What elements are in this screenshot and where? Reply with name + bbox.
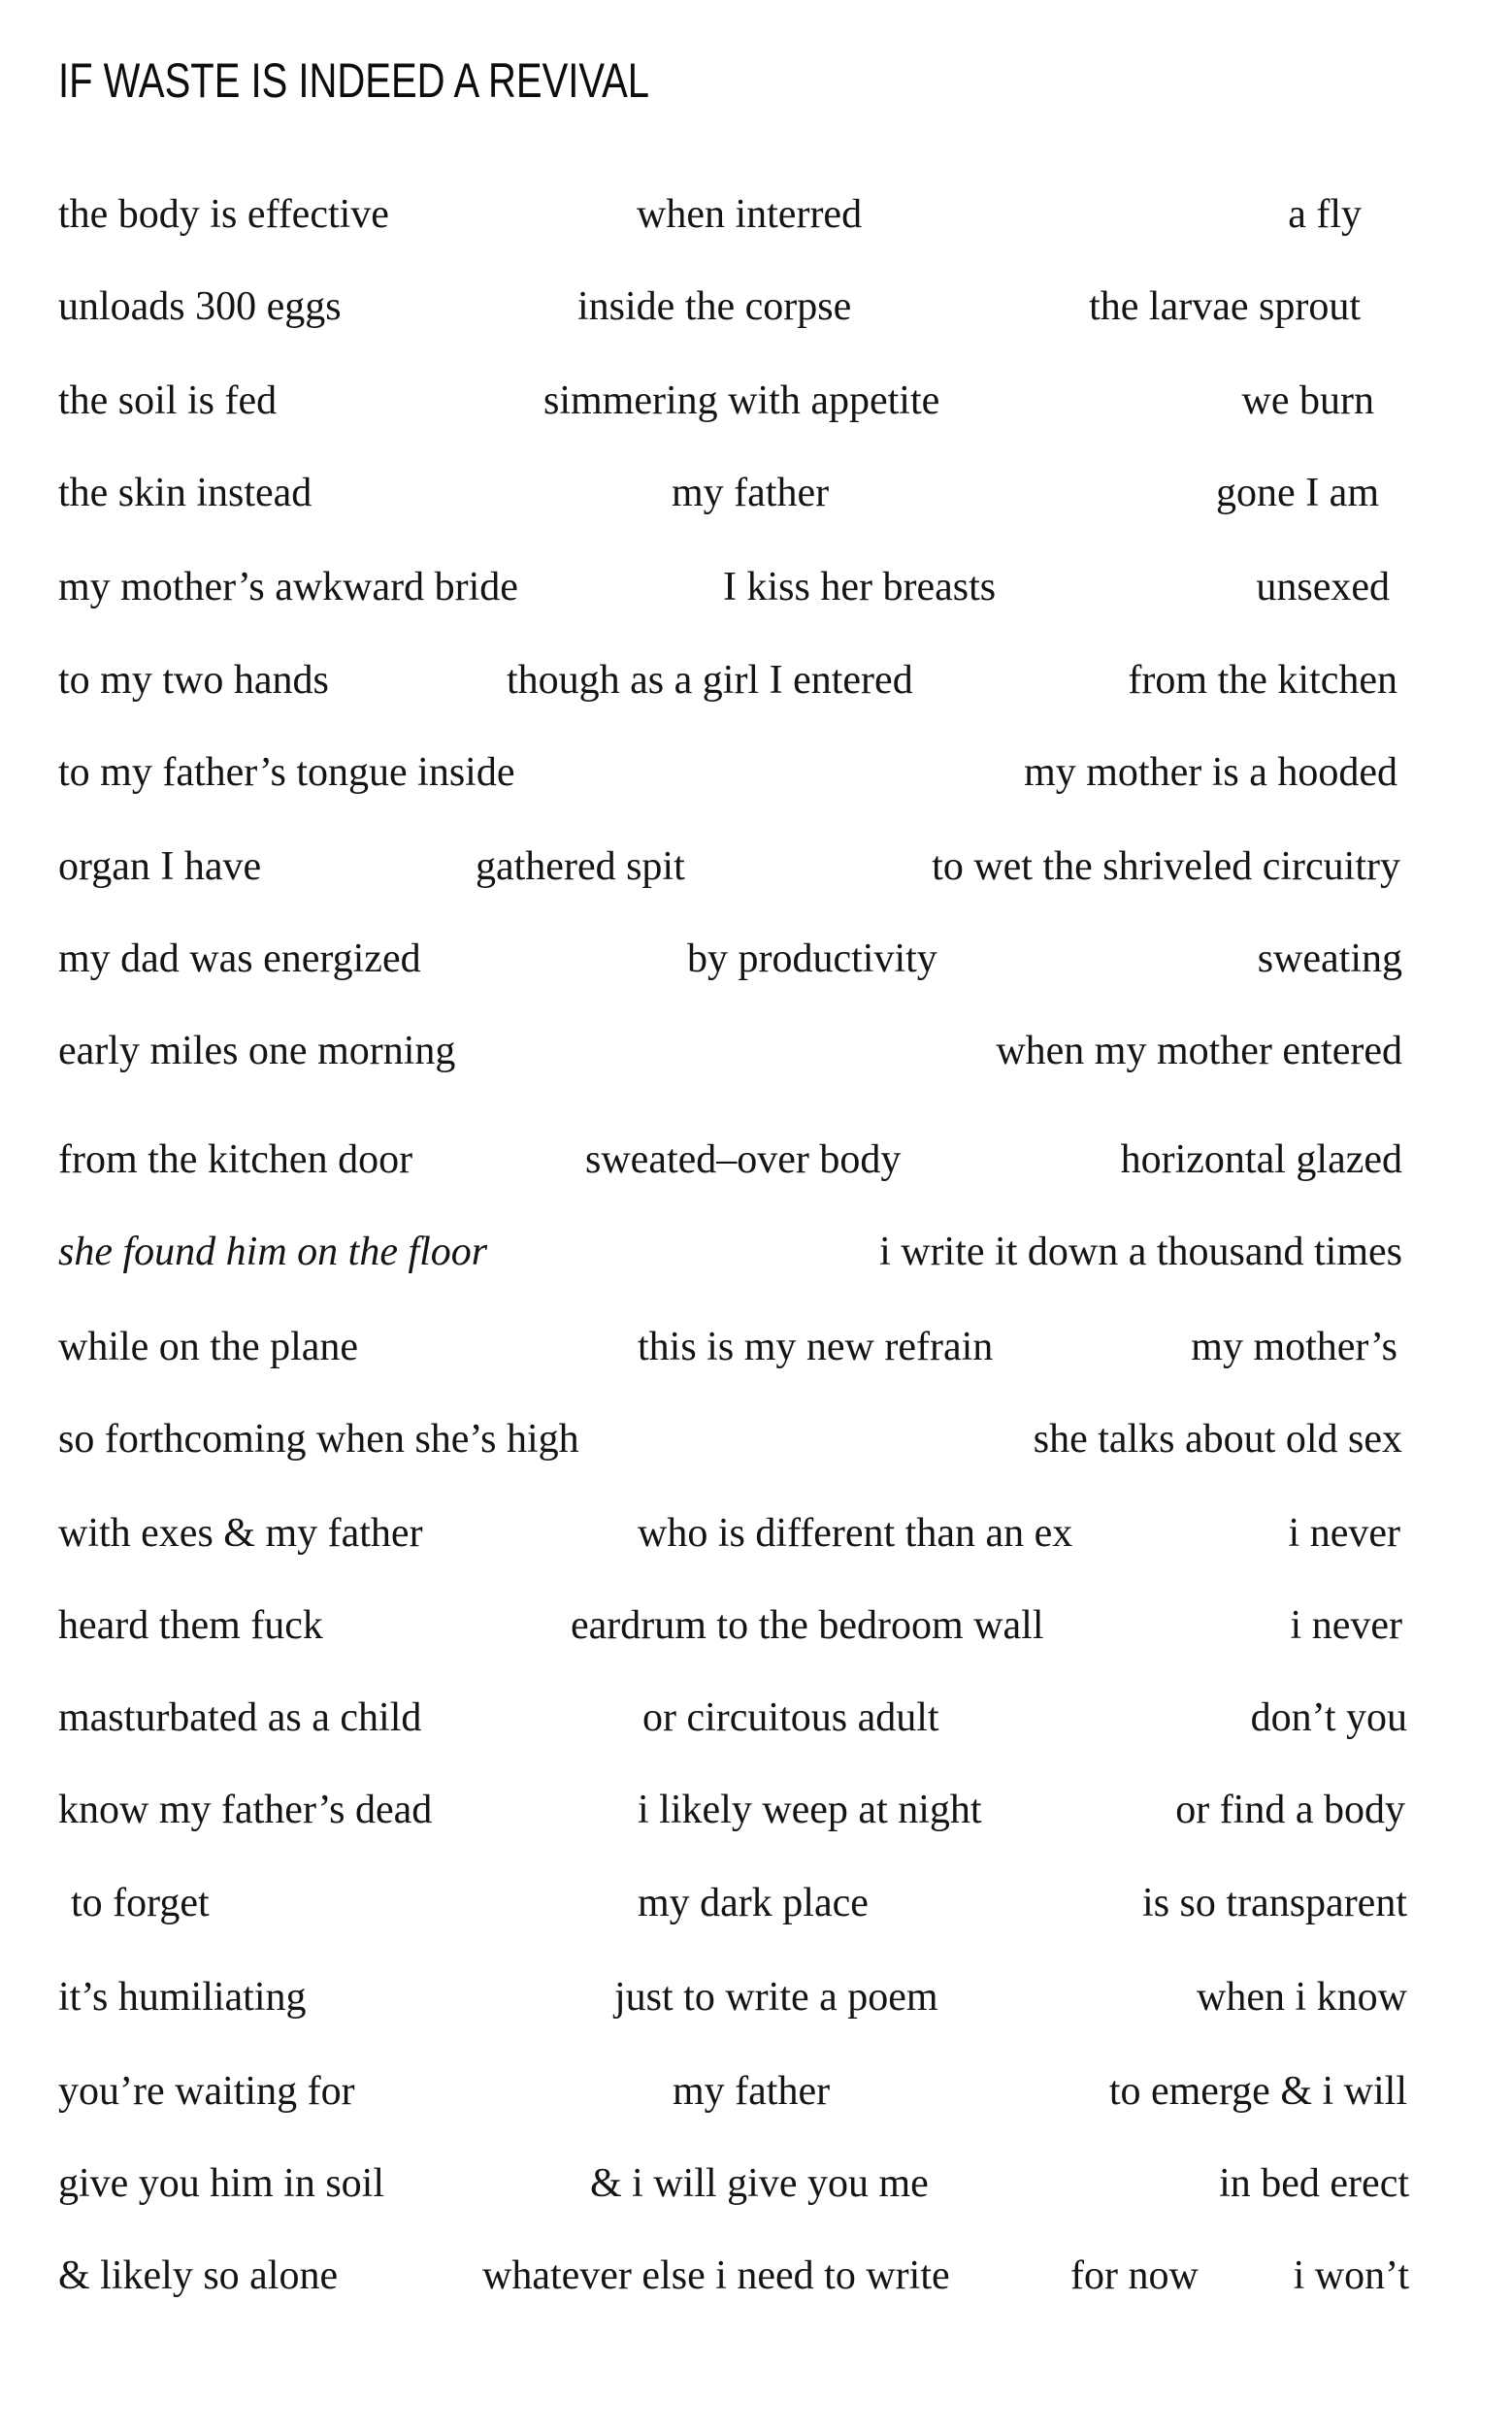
poem-line-13-seg-3: my mother’s — [1191, 1325, 1397, 1369]
poem-line-15-seg-1: with exes & my father — [58, 1511, 423, 1556]
poem-line-6-seg-3: from the kitchen — [1128, 658, 1397, 703]
poem-line-12-seg-2: i write it down a thousand times — [879, 1230, 1402, 1274]
poem-line-9-seg-1: my dad was energized — [58, 937, 421, 981]
poem-line-3-seg-1: the soil is fed — [58, 378, 278, 423]
poem-line-10-seg-1: early miles one morning — [58, 1029, 456, 1073]
poem-line-22-seg-1: give you him in soil — [58, 2161, 384, 2206]
poem-line-13-seg-2: this is my new refrain — [638, 1325, 994, 1369]
poem-line-1-seg-2: when interred — [637, 192, 863, 237]
poem-line-14-seg-2: she talks about old sex — [1033, 1417, 1402, 1462]
poem-line-20-seg-2: just to write a poem — [614, 1975, 938, 2020]
poem-line-4-seg-2: my father — [672, 471, 830, 515]
poem-line-8-seg-1: organ I have — [58, 844, 262, 889]
poem-line-19-seg-3: is so transparent — [1142, 1881, 1407, 1925]
poem-line-10-seg-2: when my mother entered — [996, 1029, 1402, 1073]
poem-line-2-seg-3: the larvae sprout — [1089, 284, 1361, 329]
poem-line-23-seg-3: for now — [1070, 2253, 1199, 2298]
poem-line-21-seg-3: to emerge & i will — [1108, 2069, 1407, 2114]
poem-line-16-seg-2: eardrum to the bedroom wall — [571, 1603, 1044, 1648]
poem-line-22-seg-3: in bed erect — [1219, 2161, 1409, 2206]
poem-line-3-seg-3: we burn — [1241, 378, 1374, 423]
poem-line-7-seg-2: my mother is a hooded — [1024, 750, 1397, 795]
poem-line-14-seg-1: so forthcoming when she’s high — [58, 1417, 579, 1462]
poem-line-16-seg-1: heard them fuck — [58, 1603, 323, 1648]
poem-line-18-seg-1: know my father’s dead — [58, 1788, 433, 1832]
poem-line-7-seg-1: to my father’s tongue inside — [58, 750, 515, 795]
poem-line-1-seg-1: the body is effective — [58, 192, 389, 237]
poem-line-21-seg-1: you’re waiting for — [58, 2069, 355, 2114]
poem-line-17-seg-2: or circuitous adult — [642, 1695, 939, 1740]
poem-line-5-seg-1: my mother’s awkward bride — [58, 565, 518, 609]
poem-line-17-seg-1: masturbated as a child — [58, 1695, 422, 1740]
poem-line-15-seg-3: i never — [1288, 1511, 1400, 1556]
poem-line-13-seg-1: while on the plane — [58, 1325, 359, 1369]
poem-line-21-seg-2: my father — [673, 2069, 831, 2114]
poem-line-9-seg-2: by productivity — [687, 937, 937, 981]
poem-line-19-seg-2: my dark place — [638, 1881, 869, 1925]
poem-line-15-seg-2: who is different than an ex — [638, 1511, 1073, 1556]
poem-line-2-seg-1: unloads 300 eggs — [58, 284, 342, 329]
poem-line-6-seg-1: to my two hands — [58, 658, 329, 703]
poem-line-20-seg-3: when i know — [1197, 1975, 1407, 2020]
poem-line-11-seg-2: sweated–over body — [585, 1137, 902, 1182]
poem-line-11-seg-3: horizontal glazed — [1120, 1137, 1402, 1182]
poem-line-9-seg-3: sweating — [1257, 937, 1402, 981]
poem-line-19-seg-1: to forget — [71, 1881, 210, 1925]
poem-line-4-seg-3: gone I am — [1216, 471, 1379, 515]
poem-line-4-seg-1: the skin instead — [58, 471, 312, 515]
poem-line-20-seg-1: it’s humiliating — [58, 1975, 307, 2020]
poem-title: IF WASTE IS INDEED A REVIVAL — [58, 53, 650, 108]
poem-line-6-seg-2: though as a girl I entered — [507, 658, 913, 703]
poem-line-23-seg-4: i won’t — [1293, 2253, 1409, 2298]
poem-line-17-seg-3: don’t you — [1250, 1695, 1407, 1740]
poem-line-3-seg-2: simmering with appetite — [543, 378, 940, 423]
poem-line-2-seg-2: inside the corpse — [577, 284, 852, 329]
poem-line-22-seg-2: & i will give you me — [590, 2161, 929, 2206]
poem-line-12-seg-1-italic: she found him on the floor — [58, 1230, 488, 1274]
poem-line-5-seg-3: unsexed — [1256, 565, 1390, 609]
poem-line-23-seg-2: whatever else i need to write — [482, 2253, 950, 2298]
poem-line-23-seg-1: & likely so alone — [58, 2253, 339, 2298]
poem-line-18-seg-3: or find a body — [1175, 1788, 1405, 1832]
poem-line-5-seg-2: I kiss her breasts — [723, 565, 997, 609]
poem-line-18-seg-2: i likely weep at night — [638, 1788, 982, 1832]
poem-line-16-seg-3: i never — [1290, 1603, 1402, 1648]
poem-line-8-seg-3: to wet the shriveled circuitry — [932, 844, 1400, 889]
poem-line-1-seg-3: a fly — [1288, 192, 1362, 237]
poem-line-11-seg-1: from the kitchen door — [58, 1137, 413, 1182]
poem-line-8-seg-2: gathered spit — [476, 844, 685, 889]
